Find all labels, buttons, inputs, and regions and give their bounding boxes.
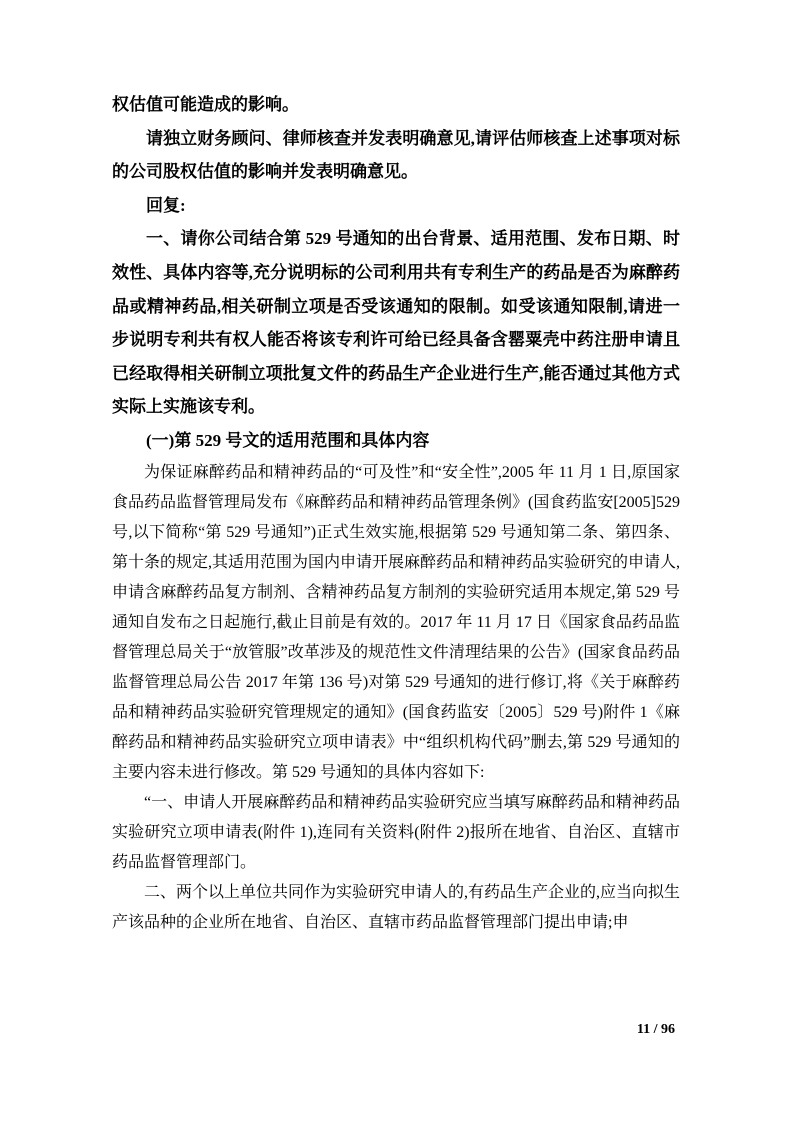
section-heading: (一)第 529 号文的适用范围和具体内容 xyxy=(146,430,430,450)
paragraph-quote-item-1: “一、申请人开展麻醉药品和精神药品实验研究应当填写麻醉药品和精神药品实验研究立项申请表(附件 1),连同有关资料(附件 2)报所在地省、自治区、直辖市药品监督管理部门。 xyxy=(112,793,680,871)
paragraph-notice-background: 为保证麻醉药品和精神药品的“可及性”和“安全性”,2005 年 11 月 1 日,原国家食品药品监督管理局发布《麻醉药品和精神药品管理条例》(国食药监安[2005]529 号,以下简称“第 529 号通知”)正式生效实施,根据第 529 号通知第二条、第四条、第十条的规定,其适用范围为国内申请开展麻醉药品和精神药品实验研究的申请人,申请含麻醉药品复方制剂、含精神药品复方制剂的实验研究适用本规定,第 529 号通知自发布之日起施行,截止目前是有效的。2017 年 11 月 17 日《国家食品药品监督管理总局关于“放管服”改革涉及的规范性文件清理结果的公告》(国家食品药品监督管理总局公告 2017 年第 136 号)对第 529 号通知的进行修订,将《关于麻醉药品和精神药品实验研究管理规定的通知》(国食药监安〔2005〕529 号)附件 1《麻醉药品和精神药品实验研究立项申请表》中“组织机构代码”删去,第 529 号通知的主要内容未进行修改。第 529 号通知的具体内容如下: xyxy=(112,463,681,781)
document-content xyxy=(112,88,680,938)
paragraph-quote-item-2: 二、两个以上单位共同作为实验研究申请人的,有药品生产企业的,应当向拟生产该品种的企业所在地省、自治区、直辖市药品监督管理部门提出申请;申 xyxy=(112,883,681,931)
paragraph-question-1: 一、请你公司结合第 529 号通知的出台背景、适用范围、发布日期、时效性、具体内容等,充分说明标的公司利用共有专利生产的药品是否为麻醉药品或精神药品,相关研制立项是否受该通知的限制。如受该通知限制,请进一步说明专利共有权人能否将该专利许可给已经具备含罂粟壳中药注册申请且已经取得相关研制立项批复文件的药品生产企业进行生产,能否通过其他方式实际上实施该专利。 xyxy=(112,229,680,417)
reply-label: 回复: xyxy=(146,195,186,215)
paragraph-request-opinion: 请独立财务顾问、律师核查并发表明确意见,请评估师核查上述事项对标的公司股权估值的影响并发表明确意见。 xyxy=(112,128,680,182)
page-number: 11 / 96 xyxy=(636,1022,675,1037)
paragraph-continuation: 权估值可能造成的影响。 xyxy=(112,95,299,114)
